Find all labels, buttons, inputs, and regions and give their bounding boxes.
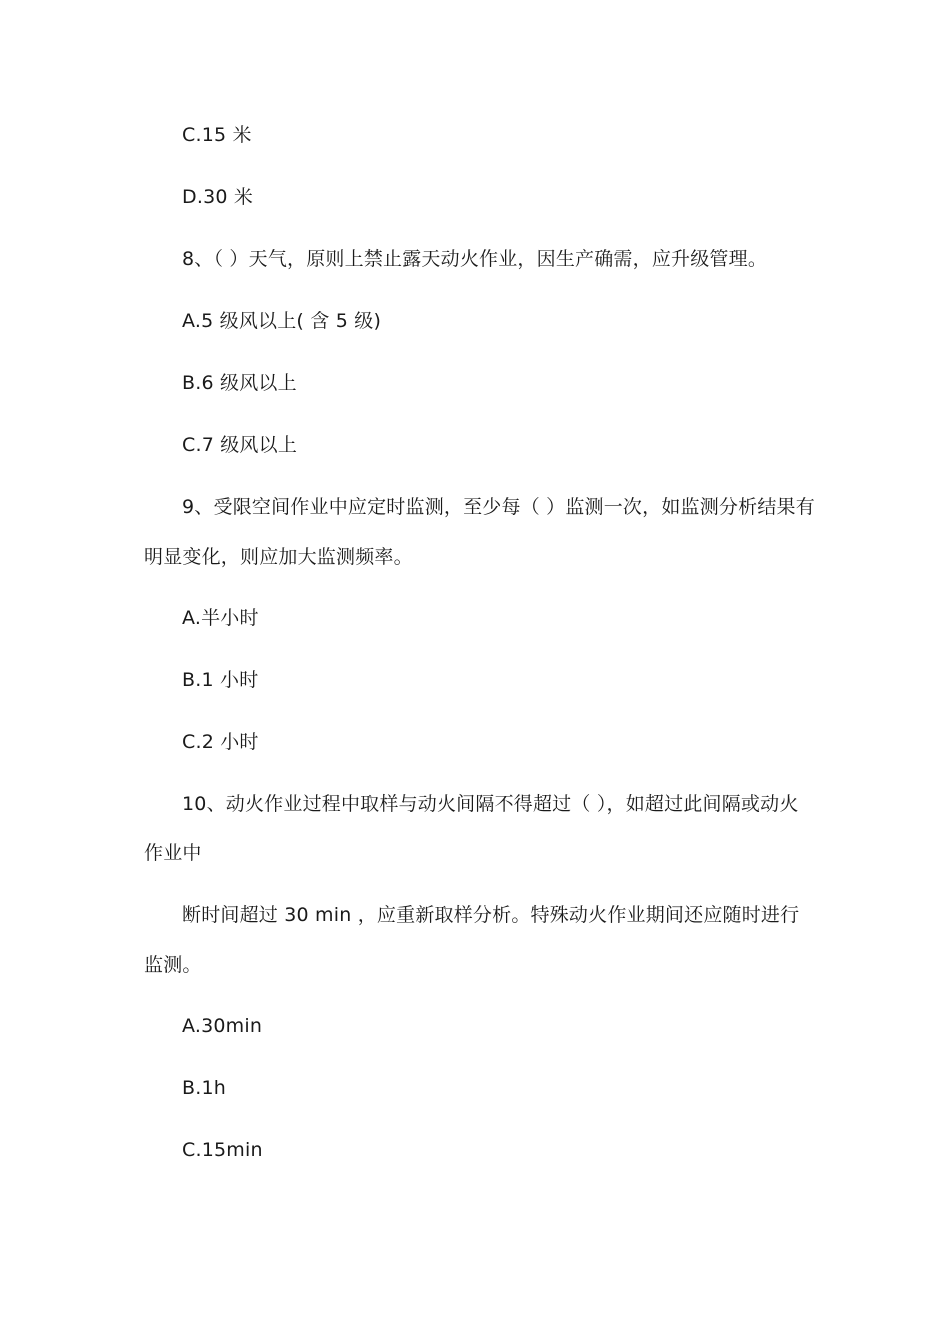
question-10-text-cont2: 断时间超过 30 min ，应重新取样分析。特殊动火作业期间还应随时进行 [182, 904, 800, 926]
question-9-text-cont: 明显变化，则应加大监测频率。 [144, 546, 413, 568]
question-8-option-a: A.5 级风以上( 含 5 级) [182, 310, 382, 332]
question-10-text-cont: 作业中 [144, 842, 202, 864]
question-10-text: 10、动火作业过程中取样与动火间隔不得超过（ ），如超过此间隔或动火 [182, 793, 799, 815]
question-9-text: 9、受限空间作业中应定时监测，至少每（ ）监测一次，如监测分析结果有 [182, 496, 815, 518]
question-9-option-a: A.半小时 [182, 607, 259, 629]
question-9-option-b: B.1 小时 [182, 669, 259, 691]
question-8-text: 8、（ ）天气，原则上禁止露天动火作业，因生产确需，应升级管理。 [182, 248, 768, 270]
question-10-option-b: B.1h [182, 1077, 227, 1099]
option-c-line: C.15 米 [182, 124, 252, 146]
question-8-option-c: C.7 级风以上 [182, 434, 298, 456]
question-9-option-c: C.2 小时 [182, 731, 259, 753]
question-10-text-cont3: 监测。 [144, 954, 202, 976]
question-10-option-a: A.30min [182, 1015, 263, 1037]
question-8-option-b: B.6 级风以上 [182, 372, 297, 394]
option-d-line: D.30 米 [182, 186, 254, 208]
question-10-option-c: C.15min [182, 1139, 263, 1161]
